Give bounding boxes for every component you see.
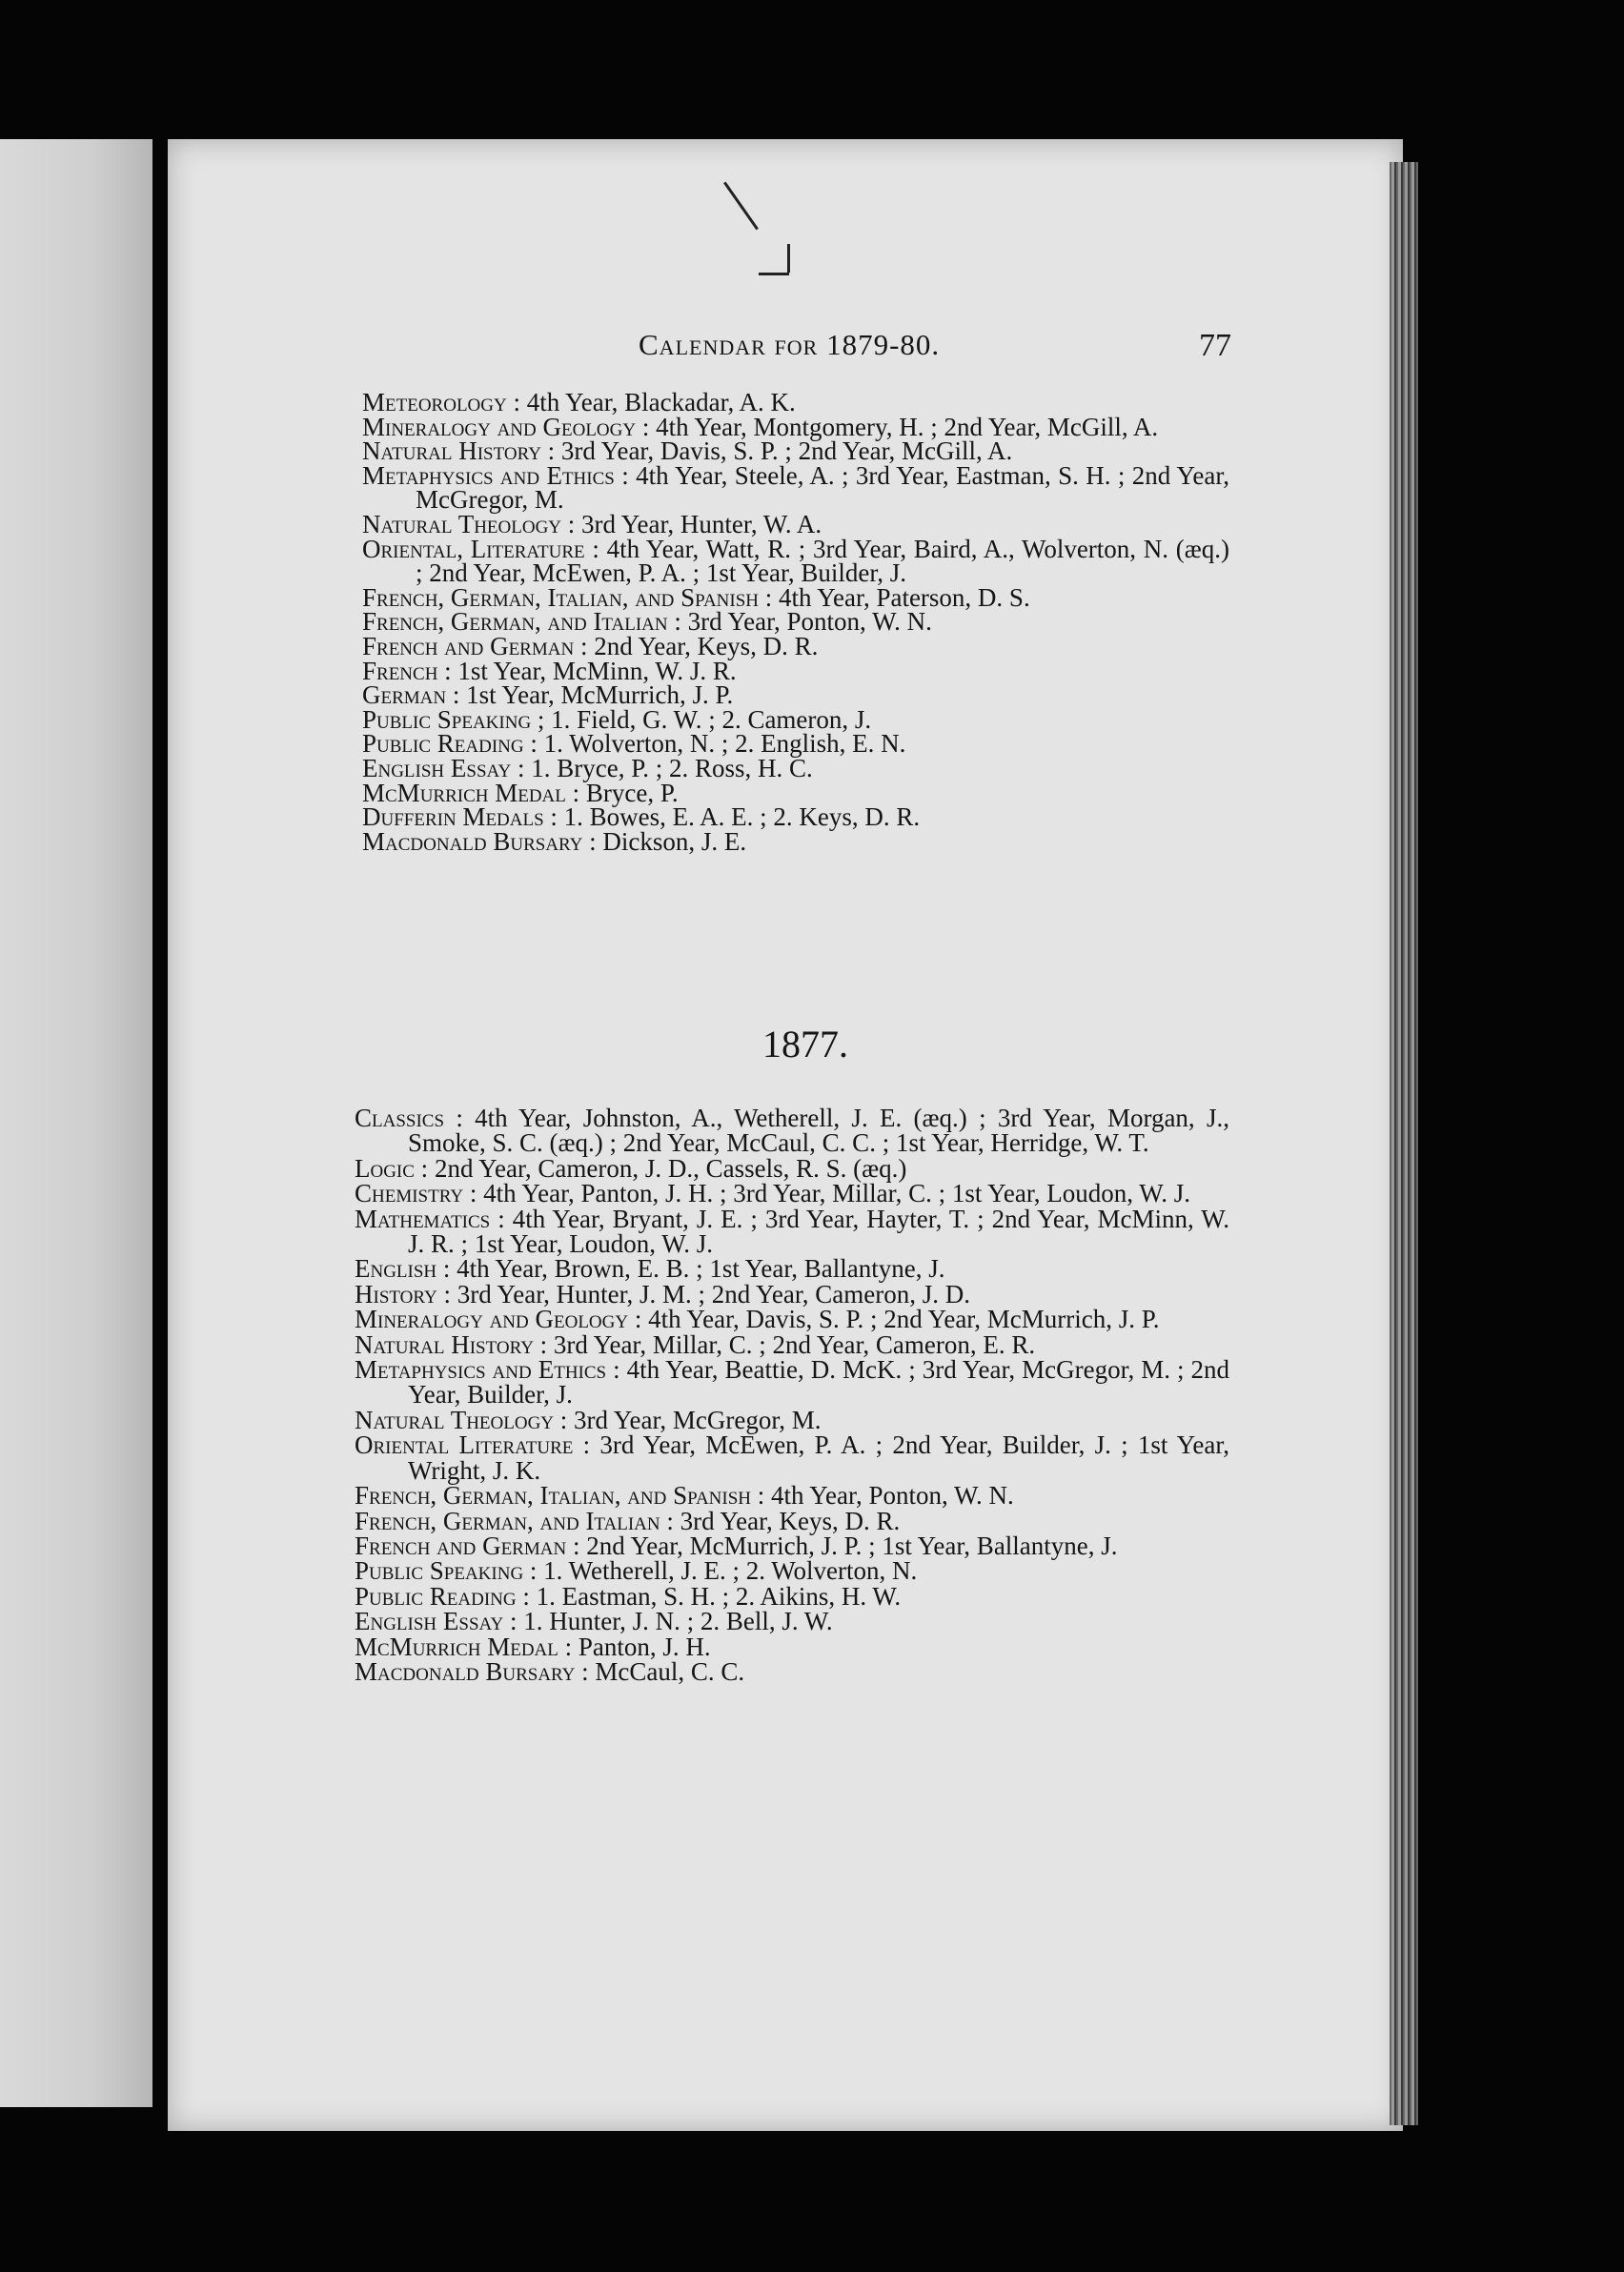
prize-entry: Macdonald Bursary : Dickson, J. E. — [362, 826, 747, 856]
prize-entry: Natural History : 3rd Year, Davis, S. P. ; 2nd Year, McGill, A. — [362, 436, 1013, 466]
subject-heading: English : — [355, 1254, 451, 1284]
subject-heading: French, German, and Italian : — [355, 1506, 674, 1535]
prize-entry: Meteorology : 4th Year, Blackadar, A. K. — [362, 388, 796, 416]
subject-heading: Natural History : — [355, 1329, 548, 1359]
subject-heading: French : — [362, 656, 452, 685]
prize-entry: French and German : 2nd Year, McMurrich, J. P. ; 1st Year, Ballantyne, J. — [355, 1531, 1118, 1560]
subject-heading: French, German, Italian, and Spanish : — [355, 1481, 765, 1511]
subject-heading: Metaphysics and Ethics : — [355, 1355, 620, 1385]
prize-entry: French, German, Italian, and Spanish : 4th Year, Paterson, D. S. — [362, 582, 1030, 612]
prize-entry: Public Speaking : 1. Wetherell, J. E. ; 2. Wolverton, N. — [355, 1556, 918, 1586]
subject-heading: Mineralogy and Geology : — [362, 412, 650, 441]
year-heading: 1877. — [762, 1023, 848, 1065]
subject-heading: English Essay : — [362, 753, 525, 782]
prize-entry: McMurrich Medal : Panton, J. H. — [355, 1632, 711, 1661]
prize-entry: Mathematics : 4th Year, Bryant, J. E. ; 3rd Year, Hayter, T. ; 2nd Year, McMinn, W. J. R. ; 1st Year, Loudon, W. J. — [355, 1204, 1229, 1259]
prize-entry: McMurrich Medal : Bryce, P. — [362, 778, 679, 807]
subject-heading: Logic : — [355, 1153, 429, 1183]
subject-heading: Oriental Literature : — [355, 1430, 591, 1460]
prize-entry: Metaphysics and Ethics : 4th Year, Steele, A. ; 3rd Year, Eastman, S. H. ; 2nd Year, McGregor, M. — [362, 460, 1229, 515]
ink-mark — [723, 182, 759, 231]
ink-mark — [759, 273, 789, 275]
subject-heading: German : — [362, 680, 460, 710]
prize-entry: Chemistry : 4th Year, Panton, J. H. ; 3rd Year, Millar, C. ; 1st Year, Loudon, W. J. — [355, 1179, 1191, 1208]
prize-entry: French : 1st Year, McMinn, W. J. R. — [362, 656, 737, 685]
prize-entry: Metaphysics and Ethics : 4th Year, Beattie, D. McK. ; 3rd Year, McGregor, M. ; 2nd Year, Builder, J. — [355, 1355, 1229, 1410]
section-1879-list — [362, 388, 1229, 856]
prize-entry: Public Reading : 1. Eastman, S. H. ; 2. Aikins, H. W. — [355, 1581, 902, 1611]
prize-entry: Oriental, Literature : 4th Year, Watt, R. ; 3rd Year, Baird, A., Wolverton, N. (æq.) ; 2nd Year, McEwen, P. A. ; 1st Year, Builder, J. — [362, 534, 1229, 588]
subject-heading: French and German : — [362, 631, 588, 660]
section-1877-list — [355, 1106, 1229, 1684]
subject-heading: Chemistry : — [355, 1179, 477, 1208]
prize-entry: History : 3rd Year, Hunter, J. M. ; 2nd Year, Cameron, J. D. — [355, 1279, 970, 1308]
subject-heading: Public Reading : — [362, 729, 538, 759]
prize-entry: Dufferin Medals : 1. Bowes, E. A. E. ; 2. Keys, D. R. — [362, 802, 921, 832]
subject-heading: McMurrich Medal : — [362, 778, 580, 807]
ink-mark — [787, 244, 790, 273]
running-head — [639, 328, 940, 362]
prize-entry: French, German, and Italian : 3rd Year, Ponton, W. N. — [362, 607, 932, 637]
prize-entry: Natural Theology : 3rd Year, McGregor, M. — [355, 1405, 822, 1434]
prize-entry: English : 4th Year, Brown, E. B. ; 1st Year, Ballantyne, J. — [355, 1254, 945, 1284]
subject-heading: French, German, Italian, and Spanish : — [362, 582, 773, 612]
subject-heading: Public Speaking ; — [362, 704, 545, 734]
prize-entry: English Essay : 1. Bryce, P. ; 2. Ross, H. C. — [362, 753, 813, 782]
subject-heading: Mathematics : — [355, 1204, 505, 1233]
subject-heading: Metaphysics and Ethics : — [362, 460, 629, 490]
prize-entry: Macdonald Bursary : McCaul, C. C. — [355, 1656, 745, 1686]
prize-entry: Classics : 4th Year, Johnston, A., Wetherell, J. E. (æq.) ; 3rd Year, Morgan, J., Smoke, S. C. (æq.) ; 2nd Year, McCaul, C. C. ; 1st Year, Herridge, W. T. — [355, 1104, 1230, 1158]
facing-page-edge — [0, 139, 152, 2107]
prize-entry: Natural History : 3rd Year, Millar, C. ; 2nd Year, Cameron, E. R. — [355, 1329, 1036, 1359]
prize-entry: Public Reading : 1. Wolverton, N. ; 2. English, E. N. — [362, 729, 906, 759]
prize-entry: Public Speaking ; 1. Field, G. W. ; 2. Cameron, J. — [362, 704, 872, 734]
subject-heading: Natural Theology : — [355, 1405, 568, 1434]
subject-heading: Oriental, Literature : — [362, 534, 599, 563]
subject-heading: McMurrich Medal : — [355, 1632, 573, 1661]
subject-heading: Classics : — [355, 1104, 463, 1132]
prize-entry: Mineralogy and Geology : 4th Year, Montgomery, H. ; 2nd Year, McGill, A. — [362, 412, 1159, 441]
subject-heading: History : — [355, 1279, 451, 1308]
subject-heading: Public Reading : — [355, 1581, 530, 1611]
subject-heading: French, German, and Italian : — [362, 607, 681, 637]
subject-heading: French and German : — [355, 1531, 580, 1560]
subject-heading: English Essay : — [355, 1607, 518, 1636]
subject-heading: Mineralogy and Geology : — [355, 1305, 642, 1334]
page-stack-edge — [1390, 162, 1418, 2125]
prize-entry: Oriental Literature : 3rd Year, McEwen, P. A. ; 2nd Year, Builder, J. ; 1st Year, Wright, J. K. — [355, 1430, 1229, 1485]
subject-heading: Natural Theology : — [362, 509, 576, 538]
prize-entry: French, German, Italian, and Spanish : 4th Year, Ponton, W. N. — [355, 1481, 1014, 1511]
subject-heading: Natural History : — [362, 436, 556, 466]
prize-entry: English Essay : 1. Hunter, J. N. ; 2. Bell, J. W. — [355, 1607, 833, 1636]
subject-heading: Public Speaking : — [355, 1556, 538, 1586]
prize-entry: Mineralogy and Geology : 4th Year, Davis, S. P. ; 2nd Year, McMurrich, J. P. — [355, 1305, 1160, 1334]
prize-entry: Logic : 2nd Year, Cameron, J. D., Cassels, R. S. (æq.) — [355, 1153, 907, 1183]
running-head-title: Calendar for 1879-80. — [639, 328, 941, 361]
page-number: 77 — [1199, 328, 1231, 363]
prize-entry: French, German, and Italian : 3rd Year, Keys, D. R. — [355, 1506, 901, 1535]
prize-entry: French and German : 2nd Year, Keys, D. R. — [362, 631, 819, 660]
subject-heading: Macdonald Bursary : — [362, 826, 597, 856]
subject-heading: Dufferin Medals : — [362, 802, 558, 832]
prize-entry: German : 1st Year, McMurrich, J. P. — [362, 680, 734, 710]
subject-heading: Macdonald Bursary : — [355, 1656, 589, 1686]
subject-heading: Meteorology : — [362, 388, 520, 416]
prize-entry: Natural Theology : 3rd Year, Hunter, W. A. — [362, 509, 822, 538]
